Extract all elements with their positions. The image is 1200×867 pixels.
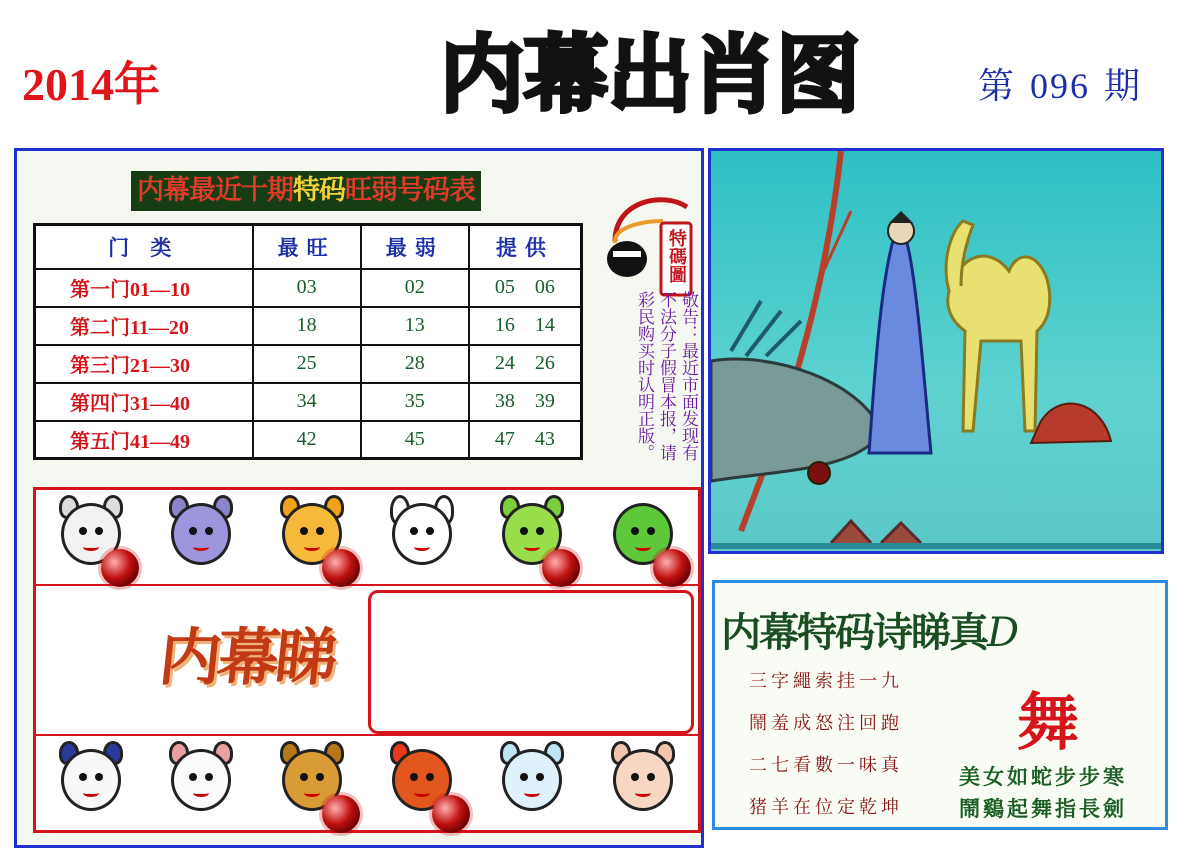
provide-value: 47 <box>494 427 515 450</box>
provide-cell <box>469 345 582 383</box>
group-cell: 第二门11—20 <box>35 307 253 345</box>
title-char-5: 图 <box>776 26 861 124</box>
poem-line: 猪羊在位定乾坤 <box>749 797 903 818</box>
provide-value: 06 <box>534 276 555 298</box>
marker-ball-icon <box>101 549 139 587</box>
cold-cell: 45 <box>361 421 469 459</box>
poem-title-mark: D <box>987 610 1018 656</box>
zodiac-row-top <box>36 490 698 586</box>
poem-line: 鬧羞成怒注回跑 <box>749 713 903 734</box>
title-char-3: 出 <box>608 26 693 124</box>
rabbit-icon <box>380 493 464 581</box>
poem-verse: 美女如蛇步步寒 <box>959 764 1127 789</box>
header-provide: 提供 <box>469 225 582 269</box>
goat-icon <box>159 739 243 827</box>
poem-title <box>721 601 1017 658</box>
poem-line: 二七看數一味真 <box>749 755 903 776</box>
blank-card <box>368 590 694 734</box>
marker-ball-icon <box>322 795 360 833</box>
rooster-icon <box>380 739 464 827</box>
hot-cell: 18 <box>253 307 361 345</box>
poem-keyword: 舞 <box>1017 686 1080 759</box>
year-label: 2014年 <box>22 59 160 110</box>
marker-ball-icon <box>432 795 470 833</box>
table-row <box>35 421 582 459</box>
table-title-part3: 旺弱号码表 <box>345 175 475 206</box>
provide-value: 24 <box>494 352 515 374</box>
tiger-icon <box>270 493 354 581</box>
title-char-2: 幕 <box>524 26 609 124</box>
issue-number: 096 <box>1030 66 1091 106</box>
cold-cell: 13 <box>361 307 469 345</box>
table-row <box>35 345 582 383</box>
provide-value: 26 <box>534 352 555 374</box>
cold-cell: 35 <box>361 383 469 421</box>
poem-panel <box>712 580 1168 830</box>
issue-label <box>978 58 1142 109</box>
provide-value: 14 <box>534 314 555 336</box>
table-header-row <box>35 225 582 269</box>
marker-ball-icon <box>542 549 580 587</box>
issue-suffix: 期 <box>1104 66 1143 106</box>
dragon-icon <box>490 493 574 581</box>
group-cell: 第三门21—30 <box>35 345 253 383</box>
rat-icon <box>49 493 133 581</box>
hot-cold-table <box>33 223 583 460</box>
pot-icon <box>603 181 703 301</box>
zodiac-center-band <box>36 588 698 734</box>
zodiac-box <box>33 487 701 833</box>
group-cell: 第四门31—40 <box>35 383 253 421</box>
poem-line: 三字繩索挂一九 <box>749 671 903 692</box>
horse-icon <box>49 739 133 827</box>
header-group: 门 类 <box>35 225 253 269</box>
table-row <box>35 307 582 345</box>
provide-cell <box>469 269 582 307</box>
cold-cell: 28 <box>361 345 469 383</box>
table-title <box>131 171 481 211</box>
title-char-1: 内 <box>440 26 525 124</box>
page-title <box>440 26 930 124</box>
poem-verse: 鬧鷄起舞指長劍 <box>959 796 1127 821</box>
provide-value: 05 <box>494 276 515 298</box>
zodiac-banner-text: 内幕睇 <box>155 621 338 694</box>
cold-cell: 02 <box>361 269 469 307</box>
hot-cell: 42 <box>253 421 361 459</box>
pig-icon <box>601 739 685 827</box>
provide-cell <box>469 421 582 459</box>
zodiac-row-bottom <box>36 734 698 830</box>
provide-value: 39 <box>534 390 555 412</box>
group-cell: 第五门41—49 <box>35 421 253 459</box>
table-row <box>35 269 582 307</box>
badge-label: 特碼圖 <box>666 229 687 283</box>
hot-cell: 34 <box>253 383 361 421</box>
title-char-4: 肖 <box>692 26 777 124</box>
group-cell: 第一门01—10 <box>35 269 253 307</box>
poem-title-text: 内幕特码诗睇真 <box>721 610 987 656</box>
provide-value: 38 <box>494 390 515 412</box>
tema-badge <box>603 181 703 301</box>
anti-fake-notice: 敬告：最近市面发现有不法分子假冒本报，请彩民购买时认明正版。 <box>634 291 698 461</box>
issue-prefix: 第 <box>978 66 1017 106</box>
provide-cell <box>469 307 582 345</box>
provide-cell <box>469 383 582 421</box>
painting-art <box>711 151 1161 551</box>
table-title-part2: 特码 <box>293 175 345 206</box>
marker-ball-icon <box>322 549 360 587</box>
ox-icon <box>159 493 243 581</box>
header-cold: 最弱 <box>361 225 469 269</box>
table-row <box>35 383 582 421</box>
table-title-part1: 内幕最近十期 <box>137 175 293 206</box>
header-hot: 最旺 <box>253 225 361 269</box>
provide-value: 16 <box>494 314 515 336</box>
marker-ball-icon <box>653 549 691 587</box>
snake-icon <box>601 493 685 581</box>
left-panel <box>14 148 704 848</box>
hot-cell: 25 <box>253 345 361 383</box>
hot-cell: 03 <box>253 269 361 307</box>
scholar-camel-painting <box>708 148 1164 554</box>
dog-icon <box>490 739 574 827</box>
provide-value: 43 <box>534 427 555 450</box>
monkey-icon <box>270 739 354 827</box>
